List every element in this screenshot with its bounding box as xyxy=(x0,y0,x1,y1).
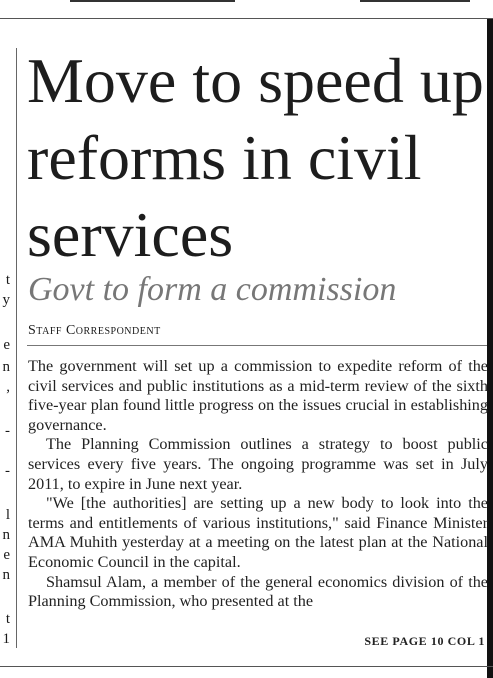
article-headline: Move to speed up reforms in civil services xyxy=(27,45,484,270)
article-subhead: Govt to form a commission xyxy=(28,271,397,308)
article-body xyxy=(28,357,488,612)
top-edge-fragment-left xyxy=(70,0,235,2)
byline-rule xyxy=(27,345,487,346)
top-edge-fragment-right xyxy=(360,0,470,2)
adjacent-column-fragment: l xyxy=(5,507,10,523)
adjacent-column-fragment: t xyxy=(5,272,10,288)
article-paragraph: The government will set up a commission to expedite reform of the civil services and public institutions as a mid-term review of the sixth five-year plan found little progress on the issues crucial in establishing governance. xyxy=(28,357,488,434)
adjacent-column-fragment: t xyxy=(5,611,10,627)
adjacent-column-fragment: n xyxy=(2,567,10,583)
article-paragraph: Shamsul Alam, a member of the general economics division of the Planning Commission, who presented at the xyxy=(28,572,488,611)
adjacent-column-fragment: e xyxy=(3,337,10,353)
top-rule xyxy=(0,18,493,19)
adjacent-column-fragment: 1 xyxy=(2,631,10,647)
continuation-jump[interactable]: SEE PAGE 10 COL 1 xyxy=(364,634,485,648)
article-paragraph: "We [the authorities] are setting up a new body to look into the terms and entitlements of various institutions," said Finance Minister AMA Muhith yesterday at a meeting on the latest plan at the National Economic Council in the capital. xyxy=(28,494,488,571)
adjacent-column-fragment: n xyxy=(2,527,10,543)
bottom-rule xyxy=(0,666,493,667)
adjacent-column-fragment: , xyxy=(6,379,10,395)
adjacent-column-fragment: e xyxy=(3,547,10,563)
article-byline: Staff Correspondent xyxy=(28,323,161,338)
adjacent-column-fragment: y xyxy=(2,292,10,308)
adjacent-column-fragment: - xyxy=(5,423,10,439)
adjacent-column-fragment: n xyxy=(2,359,10,375)
column-divider xyxy=(16,48,17,648)
adjacent-column-fragment: - xyxy=(5,463,10,479)
article-paragraph: The Planning Commission outlines a strategy to boost public services every five years. The ongoing programme was set in July 2011, to expire in June next year. xyxy=(28,435,488,493)
